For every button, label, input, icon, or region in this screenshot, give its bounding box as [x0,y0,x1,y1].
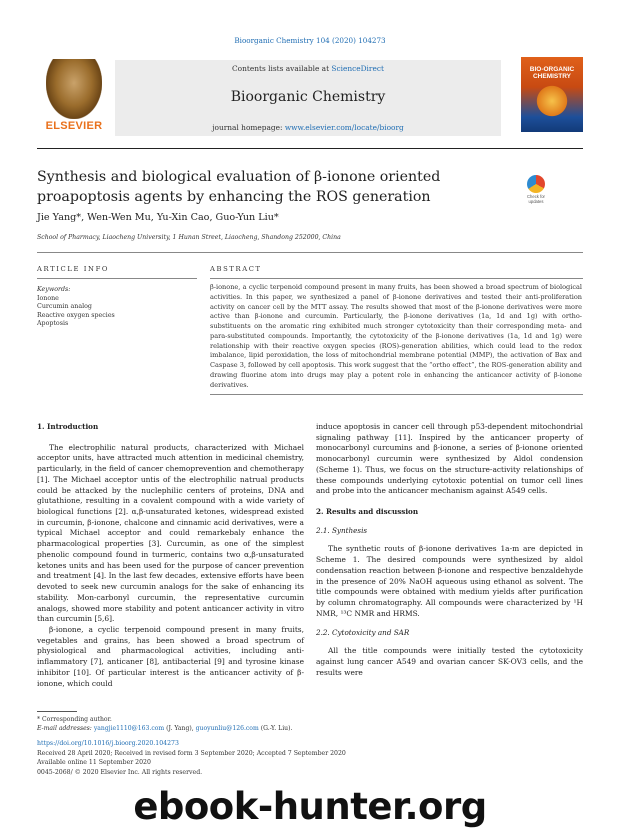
paragraph: induce apoptosis in cancer cell through p53-dependent mitochondrial signaling pathway [11]. Inspired by the anticancer property of monocarbonyl curcumins and β-ionone, a series of β-ionone oriented monocarbonyl curcumin were synthesized by Aldol condension (Scheme 1). Thus, we focus on the structure-activity relationships of these compounds underlying cytotoxic potential on tumor cell lines and probe into the anticancer mechanism against A549 cells. [316,422,583,496]
email-owner: (G.-Y. Liu). [258,725,293,733]
spacer [316,518,583,526]
paragraph: All the title compounds were initially tested the cytotoxicity against lung cancer A549 and ovarian cancer SK-OV3 cells, and the results were [316,646,583,677]
publication-info [37,739,346,777]
body-column-right [316,422,583,678]
section-heading-introduction: 1. Introduction [37,422,99,431]
spacer [316,638,583,646]
cover-title: BIO-ORGANIC CHEMISTRY [529,66,575,80]
contents-prefix: Contents lists available at [232,64,332,73]
check-for-updates-button[interactable] [521,175,551,205]
journal-banner [115,60,501,136]
abstract-rule [210,278,583,279]
spacer [316,536,583,544]
paragraph: β-ionone, a cyclic terpenoid compound present in many fruits, vegetables and grains, has been showed a broad spectrum of physiological and pharmacological activities, including anti-inflammatory [7], anticaner [8], antibacterial [9] and tyrosine kinase inhibitor [10]. Of particular interest is the anticancer activity of β-ionone, which could [37,624,304,688]
footnote [37,715,292,734]
check-updates-label: Check for updates [527,194,545,204]
contents-line [115,64,501,73]
spacer [316,620,583,628]
subsection-heading-synthesis: 2.1. Synthesis [316,525,368,535]
online-date: Available online 11 September 2020 [37,759,151,766]
journal-homepage [115,123,501,132]
elsevier-logo[interactable] [37,57,111,137]
watermark: ebook-hunter.org [133,785,487,828]
keyword-item: Curcumin analog [37,303,92,311]
header-divider [37,148,583,149]
body-column-left [37,422,304,689]
email-link[interactable]: guoyunliu@126.com [195,725,259,733]
keyword-item: Ionone [37,294,59,302]
received-dates: Received 28 April 2020; Received in revised form 3 September 2020; Accepted 7 September 2020 [37,749,346,757]
keywords-label: Keywords: [37,286,71,293]
section-heading-results: 2. Results and discussion [316,507,419,517]
affiliation: School of Pharmacy, Liaocheng University, 1 Hunan Street, Liaocheng, Shandong 252000, China [37,234,341,241]
keyword-item: Reactive oxygen species [37,311,115,319]
email-line [37,724,292,733]
abstract-heading: ABSTRACT [210,265,262,273]
journal-cover[interactable] [521,57,583,132]
homepage-prefix: journal homepage: [212,123,285,132]
spacer [37,433,304,443]
email-label: E-mail addresses: [37,725,94,733]
corresponding-author-note: * Corresponding author. [37,716,112,723]
crossmark-icon [527,175,545,193]
keyword-item: Apoptosis [37,320,69,328]
doi-link[interactable]: https://doi.org/10.1016/j.bioorg.2020.104273 [37,740,179,747]
sciencedirect-link[interactable]: ScienceDirect [331,64,384,73]
article-info-rule [37,278,197,279]
publisher-wordmark: ELSEVIER [45,120,103,132]
journal-title: Bioorganic Chemistry [230,89,386,105]
abstract-end-rule [210,394,583,395]
author-list: Jie Yang*, Wen-Wen Mu, Yu-Xin Cao, Guo-Yun Liu* [37,212,279,223]
paragraph: The synthetic routs of β-ionone derivatives 1a-m are depicted in Scheme 1. The desired compounds were synthesized by aldol condensation reaction between β-ionone and respective benzaldehyde in the presence of 20% NaOH aqueous using ethanol as solvent. The title compounds were obtained with medium yields after purification by column chromatography. All compounds were characterized by ¹H NMR, ¹³C NMR and HRMS. [316,544,583,618]
copyright: 0045-2068/ © 2020 Elsevier Inc. All rights reserved. [37,768,203,776]
article-title: Synthesis and biological evaluation of β-ionone oriented proapoptosis agents by enhancing the ROS generation [37,169,441,205]
article-info-heading: ARTICLE INFO [37,265,110,273]
email-link[interactable]: yangjie1110@163.com [93,725,165,733]
spacer [316,497,583,507]
email-owner: (J. Yang), [164,725,196,733]
elsevier-tree-icon [46,59,102,119]
journal-header [37,57,583,142]
section-divider [37,252,583,253]
abstract-text: β-ionone, a cyclic terpenoid compound present in many fruits, has been showed a broad spectrum of biological activities. In this paper, we synthesized a panel of β-ionone derivatives and tested their anti-proliferation activity on cancer cell by the MTT assay. The results showed that most of the β-ionone derivatives were more active than β-ionone and curcumin. Particularly, the β-ionone derivatives (1a, 1d and 1g) with ortho-substituents on the aromatic ring exhibited much stronger cytotoxicity than their corresponding meta- and para-substituted compounds. Importantly, the cytotoxicity of the β-ionone derivatives (1a, 1d and 1g) were relationship with their reactive oxygen species (ROS)-generation abilities, which could lead to the redox imbalance, lipid peroxidation, the loss of mitochondrial membrane potential (MMP), the activation of Bax and Caspase 3, followed by cell apoptosis. This work suggest that the “ortho effect”, the ROS-generation ability and drawing fluorine atom into drugs may play a potent role in enhancing the anticancer activity of β-ionone derivatives. [210,283,582,389]
journal-reference[interactable]: Bioorganic Chemistry 104 (2020) 104273 [234,36,386,45]
cover-art-icon [533,85,571,117]
subsection-heading-cytotoxicity: 2.2. Cytotoxicity and SAR [316,627,410,637]
paragraph: The electrophilic natural products, characterized with Michael acceptor units, have attracted much attention in medicinal chemistry, particularly, in the field of cancer chemoprevention and chemotherapy [1]. The Michael acceptor untis of the electrophilic natrual products could be attacked by the nuclephilic centers of proteins, DNA and glutathione, resulting in a covalent compound with a wide variety of biological functions [2]. α,β-unsaturated ketones, widespread existed in curcumin, β-ionone, chalcone and cinnamic acid derivatives, were a typical Michael acceptor and could remarkebaly enhance the pharmacological properties [3]. Curcumin, as one of the simplest phenolic compound found in turmeric, contains two α,β-unsaturated ketones units and has been used for the purpose of cancer prevention and treatment [4]. In the last few decades, extensive efforts have been devoted to seek new curcumin analogs for the sake of enhancing its stability. Mon-carbonyl curcumin, the representative curcumin analogs, showed more stability and potent anticancer activity in vitro than curcumin [5,6]. [37,442,304,624]
keywords-block [37,286,115,329]
footnote-rule [37,711,77,712]
homepage-link[interactable]: www.elsevier.com/locate/bioorg [284,123,404,132]
